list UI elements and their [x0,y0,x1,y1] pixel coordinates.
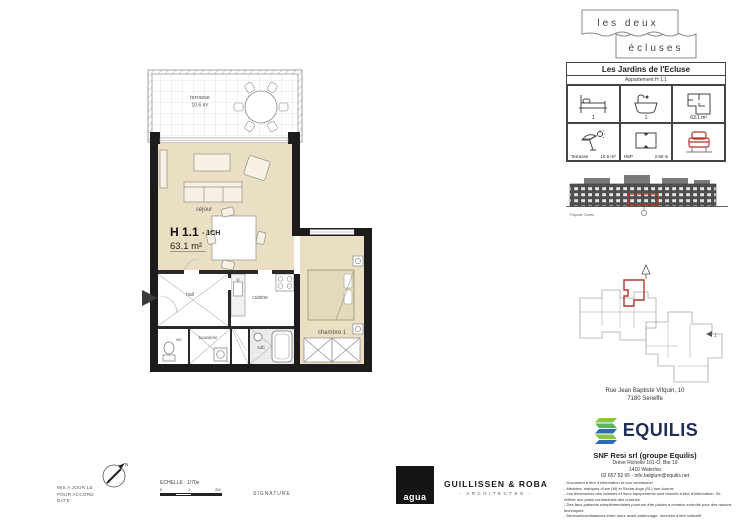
wardrobe [304,338,360,362]
developer-contact: 02 657 52 65 - info.belgium@equilis.net [600,473,690,479]
site-plan [570,258,728,386]
sideboard [160,150,167,188]
equilis-logo [556,416,734,444]
toilet [163,342,175,361]
equilis-stripes-icon [592,416,618,444]
stove [276,274,294,291]
washbasin [254,333,262,341]
sofa [184,182,242,202]
scale-label: ECHELLE : 1/70e [160,480,200,486]
car-icon [684,129,714,155]
parasol-icon [578,130,608,154]
architect-block [436,479,556,496]
scale-tick: 2M [215,487,221,492]
address-line2: 7180 Seneffe [627,396,663,402]
info-table-title: Les Jardins de l'Ecluse [567,63,725,76]
terrace-cell [567,123,620,161]
compass-north-label: N [125,462,129,467]
sejour-label: séjour [195,207,213,213]
developer-block [556,451,734,480]
bed [308,270,354,320]
address-line1: Rue Jean Baptiste Vifquin, 10 [605,388,685,394]
north-compass-icon [98,458,132,492]
terrace-label: terrasse [190,95,210,101]
level-marker-label: 1 [714,333,717,339]
disclaimer-item: - Document à titre d'information et non contractuel [564,480,732,486]
sink [234,282,243,296]
architect-name: GUILLISSEN & ROBA [444,479,548,489]
equilis-wordmark: EQUILIS [622,419,699,440]
bed-icon [578,93,608,115]
brand-logo-line2: écluses [628,43,684,54]
north-arrow-icon [642,265,650,279]
ceiling-height-icon [633,130,659,154]
unit-area: 63.1 m² [170,241,203,252]
area-cell [672,85,725,123]
building-footprint [580,290,722,382]
project-address [556,387,734,403]
bath-icon [631,93,661,115]
sdb-label: sdb [257,345,265,350]
hall-label: hall [186,292,194,298]
agua-wordmark: agua [403,492,427,502]
unit-title-suffix: - 1CH [202,230,221,237]
revision-line: MIS A JOUR LE [57,485,93,490]
coffee-table [194,154,230,171]
info-table-subtitle: Appartement H 1.1 [567,76,725,85]
elevation-caption: Façade Ouest [570,213,594,217]
disclaimer-notes [560,480,732,519]
elevation-drawing [566,168,728,222]
developer-company: SNF Resi srl (groupe Equilis) [593,451,697,460]
agua-logo [396,466,434,504]
hsp-cell [620,123,673,161]
washing-machine [214,348,227,361]
terrace [148,70,302,142]
apartment-info-table [566,62,726,162]
brand-logo-line1: les deux [597,18,659,29]
unit-title: H 1.1 [170,225,199,239]
buanderie-label: buanderie [198,335,218,340]
signature-label: SIGNATURE [253,491,291,497]
terrace-label: Terrasse [571,154,589,159]
terrace-value: 10.6 m² [600,154,616,159]
disclaimer-item: - Les dimensions des cuisines et leurs équipements sont donnés à titre d'information. Se référer aux plans contractuels des cuisines. [564,491,732,502]
developer-address: Drève Richelle 161-O, Bte 19 [612,460,678,466]
chambre-label: chambre 1 [317,330,347,336]
scale-tick: 0 [160,487,163,492]
brand-logo [576,6,706,62]
bedrooms-value: 1 [591,115,595,121]
floor-plan-drawing [138,58,388,378]
scale-tick: 1 [188,487,191,492]
disclaimer-item: - Dimensions/distances entre murs avant plafonnage, données à titre indicatif [564,513,732,519]
bathrooms-value: 1 [644,115,648,121]
floorplan-icon [686,92,712,116]
scale-bar [160,493,222,496]
developer-city: 1410 Waterloo [628,466,662,473]
parking-cell [672,123,725,161]
area-value: 63.1 m² [690,115,708,121]
wc-label: wc [176,337,182,342]
hsp-value: 2.60 m [654,154,669,159]
cuisine-label: cuisine [252,295,268,301]
disclaimer-item: - Meubles, marqués d'une (M) et Sèche-linge (SL) non fournis [564,486,732,492]
bedrooms-cell [567,85,620,123]
disclaimer-item: - Des faux-plafonds complémentaires pourront être placés à certains endroits pour des raisons techniques [564,502,732,513]
revision-line: DATE [57,498,70,503]
hsp-label: HSP [623,154,633,159]
terrace-area-label: 10.6 m² [191,102,209,109]
revision-line: POUR ACCORD [57,491,94,497]
architect-subtitle: - ARCHITECTES - [458,491,534,496]
level-marker [706,331,717,339]
scale-block [160,480,230,496]
revision-block [57,485,94,505]
bathrooms-cell [620,85,673,123]
